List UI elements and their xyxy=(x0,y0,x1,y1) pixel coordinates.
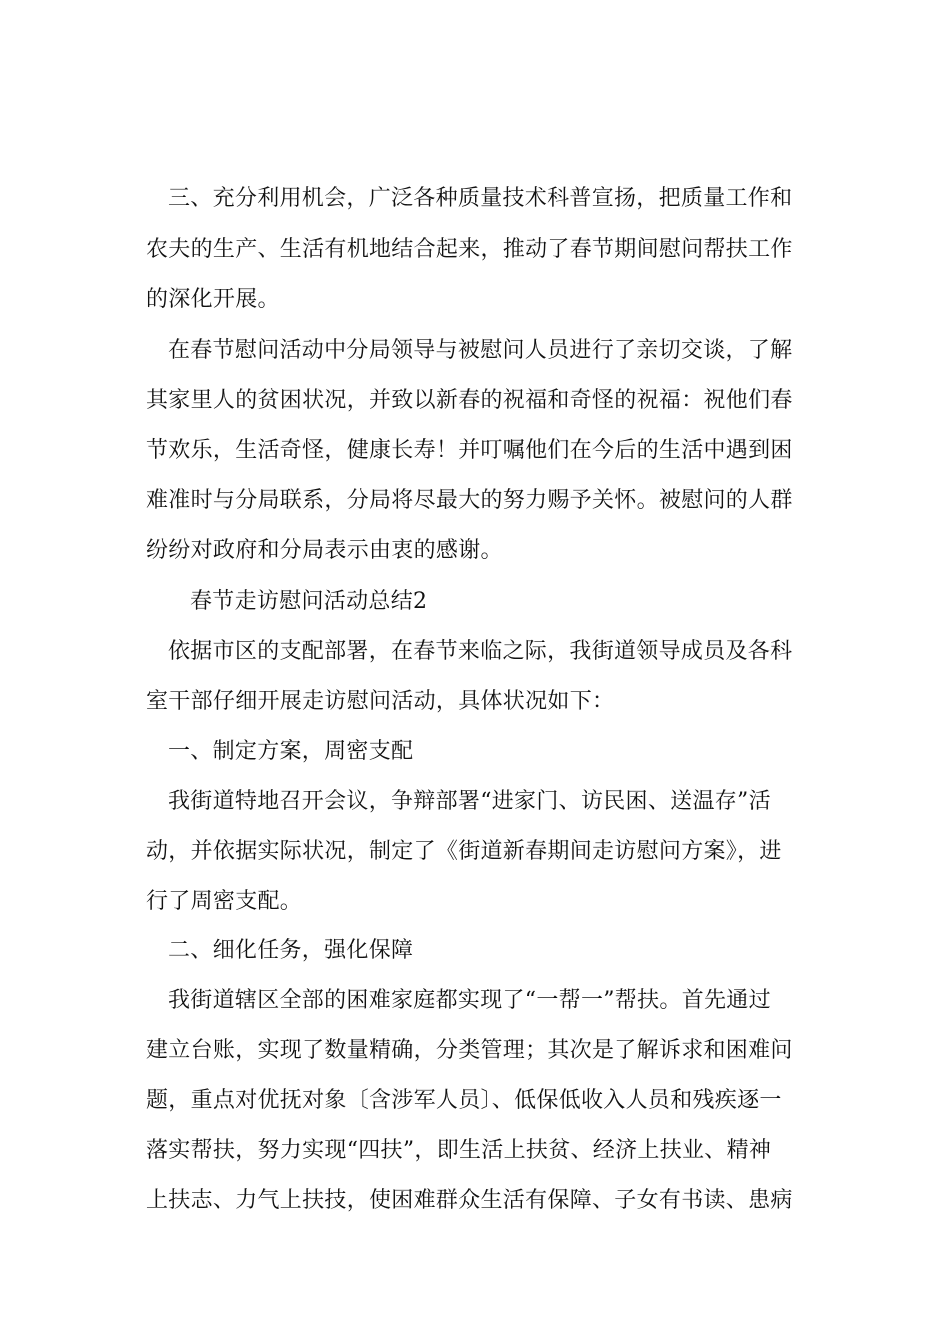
paragraph-line: 依据市区的支配部署，在春节来临之际，我街道领导成员及各科 xyxy=(168,639,793,664)
paragraph-line: 室干部仔细开展走访慰问活动，具体状况如下： xyxy=(146,689,615,714)
subheading: 二、细化任务，强化保障 xyxy=(168,938,414,963)
paragraph-line: 动，并依据实际状况，制定了《街道新春期间走访慰问方案》，进 xyxy=(146,839,782,864)
paragraph-line: 在春节慰问活动中分局领导与被慰问人员进行了亲切交谈，了解 xyxy=(168,338,793,363)
paragraph-line: 上扶志、力气上扶技，使困难群众生活有保障、子女有书读、患病 xyxy=(146,1188,793,1213)
paragraph-line: 纷纷对政府和分局表示由衷的感谢。 xyxy=(146,538,503,563)
paragraph-line: 落实帮扶，努力实现“四扶”，即生活上扶贫、经济上扶业、精神 xyxy=(146,1138,772,1163)
paragraph-line: 我街道特地召开会议，争辩部署“进家门、访民困、送温存”活 xyxy=(168,789,771,814)
paragraph-line: 三、充分利用机会，广泛各种质量技术科普宣扬，把质量工作和 xyxy=(168,186,793,211)
paragraph-line: 的深化开展。 xyxy=(146,287,280,312)
paragraph-line: 农夫的生产、生活有机地结合起来，推动了春节期间慰问帮扶工作 xyxy=(146,237,793,262)
paragraph-line: 难准时与分局联系，分局将尽最大的努力赐予关怀。被慰问的人群 xyxy=(146,488,793,513)
paragraph-line: 建立台账，实现了数量精确，分类管理；其次是了解诉求和困难问 xyxy=(146,1038,793,1063)
paragraph-line: 我街道辖区全部的困难家庭都实现了“一帮一”帮扶。首先通过 xyxy=(168,988,771,1013)
section-title: 春节走访慰问活动总结2 xyxy=(190,589,428,614)
paragraph-line: 行了周密支配。 xyxy=(146,889,303,914)
paragraph-line: 节欢乐，生活奇怪，健康长寿！并叮嘱他们在今后的生活中遇到困 xyxy=(146,438,793,463)
subheading: 一、制定方案，周密支配 xyxy=(168,739,414,764)
paragraph-line: 其家里人的贫困状况，并致以新春的祝福和奇怪的祝福：祝他们春 xyxy=(146,388,793,413)
paragraph-line: 题，重点对优抚对象〔含涉军人员〕、低保低收入人员和残疾逐一 xyxy=(146,1088,782,1113)
